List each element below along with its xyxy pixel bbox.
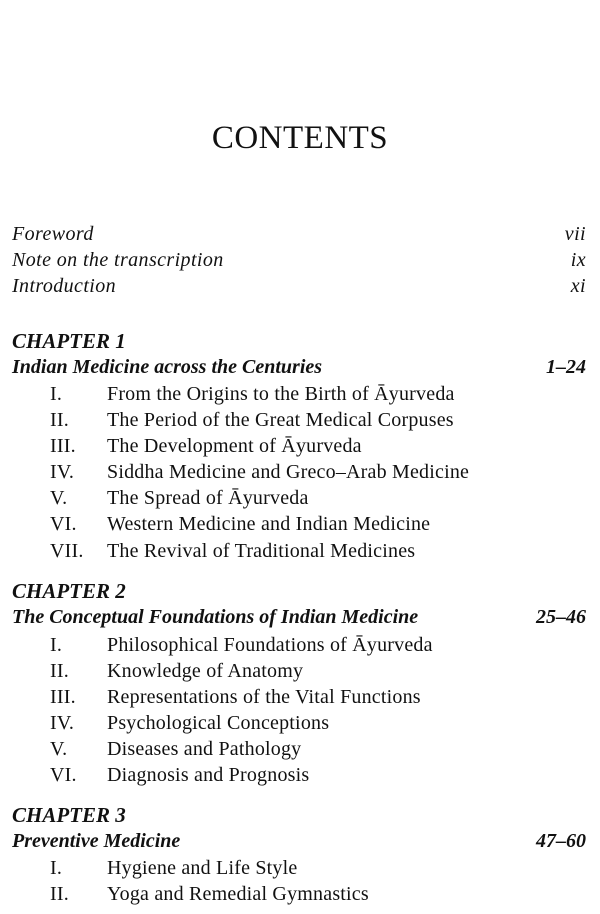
chapter-3-label	[12, 802, 586, 828]
toc-entry-introduction[interactable]	[12, 273, 586, 299]
section-title: The Spread of Āyurveda	[107, 487, 309, 509]
section-title: Philosophical Foundations of Āyurveda	[107, 634, 433, 656]
section-title: Knowledge of Anatomy	[107, 660, 304, 682]
chapter-2-section-6[interactable]	[50, 762, 586, 788]
chapter-page-range: 25–46	[536, 606, 586, 628]
chapter-3-section-1[interactable]	[50, 855, 586, 881]
toc-entry-label: Note on the transcription	[12, 249, 224, 271]
chapter-2-title-entry[interactable]	[12, 604, 586, 630]
section-number: III.	[50, 435, 76, 457]
section-number: III.	[50, 686, 76, 708]
section-number: IV.	[50, 461, 75, 483]
toc-entry-foreword[interactable]	[12, 221, 586, 247]
chapter-1-label	[12, 328, 586, 354]
chapter-2-section-2[interactable]	[50, 658, 586, 684]
chapter-title-text: Preventive Medicine	[12, 830, 181, 852]
section-number: I.	[50, 634, 63, 656]
chapter-1-section-4[interactable]	[50, 459, 586, 485]
chapter-1-title-entry[interactable]	[12, 354, 586, 380]
section-number: VI.	[50, 513, 77, 535]
toc-entry-label: Foreword	[12, 223, 94, 245]
chapter-2-section-5[interactable]	[50, 736, 586, 762]
section-title: Siddha Medicine and Greco–Arab Medicine	[107, 461, 470, 483]
chapter-2-label	[12, 578, 586, 604]
toc-entry-page: xi	[570, 275, 586, 297]
chapter-3-title-entry[interactable]	[12, 828, 586, 854]
section-title: Western Medicine and Indian Medicine	[107, 513, 431, 535]
section-title: From the Origins to the Birth of Āyurveda	[107, 383, 455, 405]
chapter-page-range: 47–60	[536, 830, 586, 852]
section-number: IV.	[50, 712, 75, 734]
section-number: V.	[50, 487, 68, 509]
section-number: II.	[50, 883, 69, 905]
chapter-1-section-7[interactable]	[50, 538, 586, 564]
section-number: II.	[50, 409, 69, 431]
section-title: Diseases and Pathology	[107, 738, 302, 760]
section-number: VI.	[50, 764, 77, 786]
section-number: I.	[50, 857, 63, 879]
chapter-label-text: CHAPTER 3	[12, 803, 126, 827]
chapter-page-range: 1–24	[546, 356, 586, 378]
chapter-title-text: Indian Medicine across the Centuries	[12, 356, 323, 378]
page-title: CONTENTS	[211, 120, 389, 156]
toc-entry-page: vii	[564, 223, 586, 245]
section-title: Yoga and Remedial Gymnastics	[107, 883, 369, 905]
chapter-title-text: The Conceptual Foundations of Indian Medicine	[12, 606, 419, 628]
section-number: V.	[50, 738, 68, 760]
chapter-1-section-1[interactable]	[50, 381, 586, 407]
chapter-1-section-6[interactable]	[50, 511, 586, 537]
section-title: Psychological Conceptions	[107, 712, 330, 734]
section-title: The Development of Āyurveda	[107, 435, 362, 457]
section-title: Hygiene and Life Style	[107, 857, 298, 879]
section-number: VII.	[50, 540, 84, 562]
section-title: Representations of the Vital Functions	[107, 686, 421, 708]
chapter-2-section-1[interactable]	[50, 632, 586, 658]
chapter-1-section-2[interactable]	[50, 407, 586, 433]
section-number: II.	[50, 660, 69, 682]
section-title: The Period of the Great Medical Corpuses	[107, 409, 454, 431]
chapter-label-text: CHAPTER 2	[12, 579, 126, 603]
toc-entry-page: ix	[570, 249, 586, 271]
chapter-3-section-2[interactable]	[50, 881, 586, 907]
chapter-2-section-3[interactable]	[50, 684, 586, 710]
section-number: I.	[50, 383, 63, 405]
chapter-2-section-4[interactable]	[50, 710, 586, 736]
chapter-label-text: CHAPTER 1	[12, 329, 126, 353]
chapter-1-section-5[interactable]	[50, 485, 586, 511]
section-title: The Revival of Traditional Medicines	[107, 540, 416, 562]
toc-entry-label: Introduction	[12, 275, 117, 297]
chapter-1-section-3[interactable]	[50, 433, 586, 459]
toc-entry-note-on-transcription[interactable]	[12, 247, 586, 273]
section-title: Diagnosis and Prognosis	[107, 764, 310, 786]
